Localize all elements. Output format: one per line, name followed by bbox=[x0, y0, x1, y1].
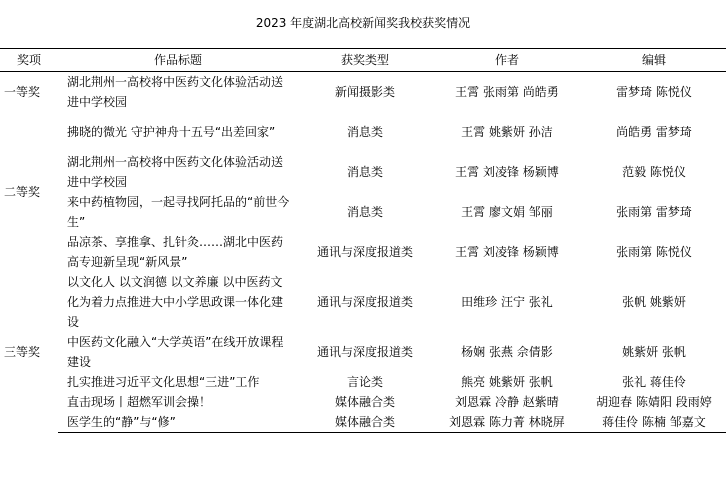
authors: 王霄 廖文娟 邹丽 bbox=[461, 205, 553, 219]
table-row bbox=[0, 332, 726, 372]
table-header-row bbox=[0, 49, 726, 72]
authors: 王霄 张雨第 尚皓勇 bbox=[455, 85, 559, 99]
table-row bbox=[0, 152, 726, 192]
work-title: 医学生的“静”与“修” bbox=[58, 412, 298, 433]
award-category: 通讯与深度报道类 bbox=[316, 295, 413, 309]
award-category: 通讯与深度报道类 bbox=[316, 345, 413, 359]
editors: 张帆 姚紫妍 bbox=[622, 295, 686, 309]
award-category: 媒体融合类 bbox=[334, 395, 395, 409]
authors: 刘恩霖 冷静 赵紫晴 bbox=[455, 395, 559, 409]
editors: 张雨第 雷梦琦 bbox=[616, 205, 692, 219]
award-category: 通讯与深度报道类 bbox=[316, 245, 413, 259]
award-category: 消息类 bbox=[346, 125, 383, 139]
header-author: 作者 bbox=[432, 49, 582, 72]
work-title: 品凉茶、享推拿、扎针灸……湖北中医药高专迎新呈现“新风景” bbox=[67, 235, 284, 269]
header-award: 奖项 bbox=[0, 49, 58, 72]
editors: 雷梦琦 陈悦仪 bbox=[616, 85, 692, 99]
award-category: 媒体融合类 bbox=[298, 412, 432, 433]
work-title: 湖北荆州一高校将中医药文化体验活动送进中学校园 bbox=[67, 75, 284, 109]
award-category: 言论类 bbox=[346, 375, 383, 389]
header-editor: 编辑 bbox=[582, 49, 726, 72]
work-title: 扎实推进习近平文化思想“三进”工作 bbox=[67, 375, 260, 389]
editors: 姚紫妍 张帆 bbox=[622, 345, 686, 359]
table-row bbox=[0, 412, 726, 433]
award-category: 新闻摄影类 bbox=[334, 85, 395, 99]
authors: 田维珍 汪宁 张礼 bbox=[461, 295, 553, 309]
editors: 蒋佳伶 陈楠 邹嘉文 bbox=[582, 412, 726, 433]
editors: 尚皓勇 雷梦琦 bbox=[616, 125, 692, 139]
editors: 胡迎春 陈婧阳 段雨婷 bbox=[596, 395, 712, 409]
authors: 刘恩霖 陈力菁 林晓屏 bbox=[432, 412, 582, 433]
work-title: 湖北荆州一高校将中医药文化体验活动送进中学校园 bbox=[67, 155, 284, 189]
award-level-second: 二等奖 bbox=[4, 185, 41, 199]
editors: 张雨第 陈悦仪 bbox=[616, 245, 692, 259]
editors: 张礼 蒋佳伶 bbox=[622, 375, 686, 389]
authors: 王霄 刘凌锋 杨颖博 bbox=[455, 245, 559, 259]
award-category: 消息类 bbox=[346, 205, 383, 219]
work-title: 以文化人 以文润德 以文养廉 以中医药文化为着力点推进大中小学思政课一体化建设 bbox=[67, 275, 284, 329]
authors: 熊亮 姚紫妍 张帆 bbox=[461, 375, 553, 389]
work-title: 中医药文化融入“大学英语”在线开放课程建设 bbox=[67, 335, 284, 369]
header-category: 获奖类型 bbox=[298, 49, 432, 72]
work-title: 来中药植物园，一起寻找阿托品的“前世今生” bbox=[67, 195, 290, 229]
authors: 王霄 姚紫妍 孙洁 bbox=[461, 125, 553, 139]
table-row bbox=[0, 232, 726, 272]
awards-table bbox=[0, 48, 726, 433]
table-row bbox=[0, 72, 726, 113]
table-row bbox=[0, 112, 726, 152]
header-work-title: 作品标题 bbox=[58, 49, 298, 72]
authors: 王霄 刘凌锋 杨颖博 bbox=[455, 165, 559, 179]
award-category: 消息类 bbox=[346, 165, 383, 179]
editors: 范毅 陈悦仪 bbox=[622, 165, 686, 179]
table-row bbox=[0, 392, 726, 412]
work-title: 直击现场丨超燃军训会操！ bbox=[67, 395, 212, 409]
table-row bbox=[0, 372, 726, 392]
authors: 杨娴 张燕 佘倩影 bbox=[461, 345, 553, 359]
award-level-third: 三等奖 bbox=[4, 345, 41, 360]
award-level-first: 一等奖 bbox=[4, 85, 41, 99]
table-row bbox=[0, 192, 726, 232]
work-title: 拂晓的微光 守护神舟十五号“出差回家” bbox=[67, 125, 276, 139]
table-row bbox=[0, 272, 726, 332]
document-title: 2023 年度湖北高校新闻奖我校获奖情况 bbox=[255, 16, 471, 30]
